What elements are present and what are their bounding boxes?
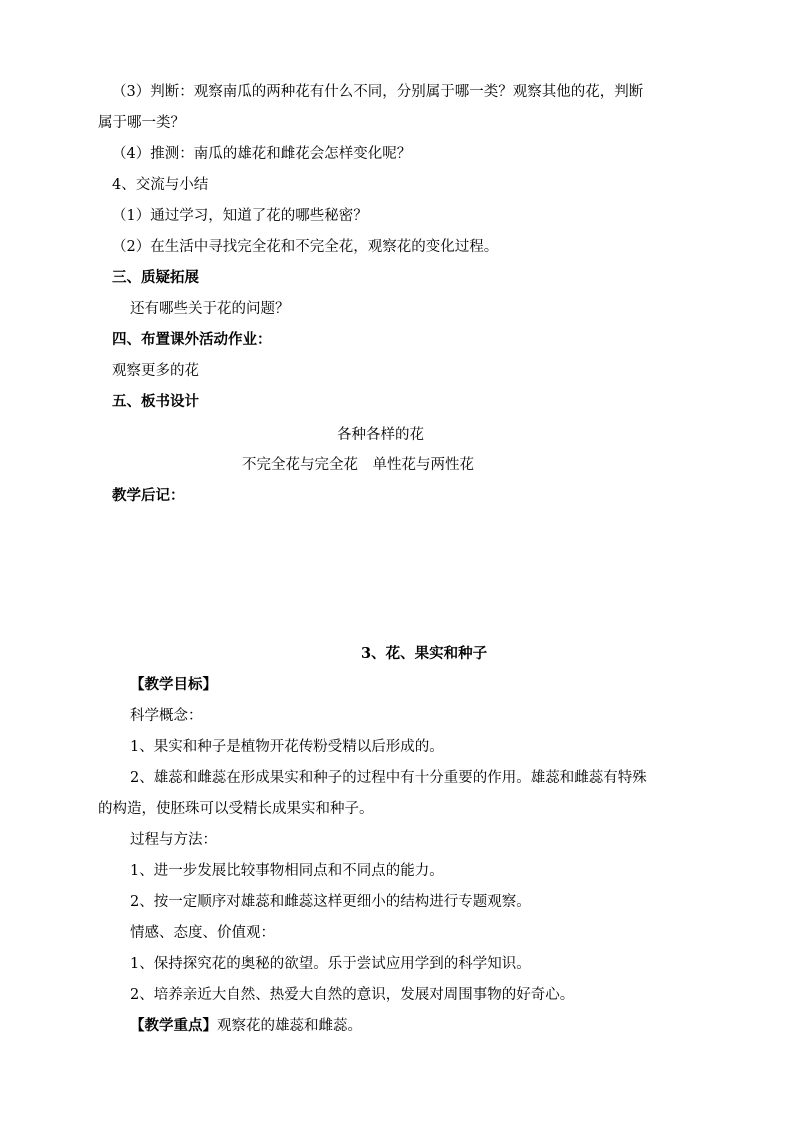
text-line-judge-2: 属于哪一类？ — [98, 115, 185, 131]
text-line-questions: 还有哪些关于花的问题？ — [130, 301, 290, 317]
process-heading: 过程与方法： — [130, 832, 217, 848]
attitude-heading: 情感、态度、价值观： — [130, 925, 275, 941]
section-heading-5: 五、板书设计 — [112, 393, 199, 410]
process-item-1: 1、进一步发展比较事物相同点和不同点的能力。 — [130, 863, 444, 879]
text-line-judge-1: （3）判断：观察南瓜的两种花有什么不同，分别属于哪一类？观察其他的花，判断 — [112, 84, 644, 100]
text-line-summary-2: （2）在生活中寻找完全花和不完全花，观察花的变化过程。 — [112, 239, 499, 255]
text-line-homework: 观察更多的花 — [112, 363, 199, 379]
concept-item-2-line-1: 2、雄蕊和雌蕊在形成果实和种子的过程中有十分重要的作用。雄蕊和雌蕊有特殊 — [130, 770, 647, 786]
attitude-item-1: 1、保持探究花的奥秘的欲望。乐于尝试应用学到的科学知识。 — [130, 956, 531, 972]
board-title: 各种各样的花 — [337, 427, 424, 443]
text-line-summary-1: （1）通过学习，知道了花的哪些秘密？ — [112, 208, 368, 224]
postscript-heading: 教学后记： — [112, 487, 185, 504]
board-subtitle: 不完全花与完全花 单性花与两性花 — [242, 457, 474, 473]
lesson-title: 3、花、果实和种子 — [361, 645, 488, 662]
concept-item-2-line-2: 的构造，使胚珠可以受精长成果实和种子。 — [98, 801, 374, 817]
key-point-line — [130, 1016, 362, 1036]
concept-heading: 科学概念： — [130, 708, 203, 724]
text-line-summary-heading: 4、交流与小结 — [112, 177, 209, 193]
section-heading-4: 四、布置课外活动作业： — [112, 331, 272, 348]
process-item-2: 2、按一定顺序对雄蕊和雌蕊这样更细小的结构进行专题观察。 — [130, 894, 531, 910]
attitude-item-2: 2、培养亲近大自然、热爱大自然的意识，发展对周围事物的好奇心。 — [130, 987, 575, 1003]
section-heading-3: 三、质疑拓展 — [112, 269, 199, 286]
key-point-label: 【教学重点】 — [130, 1017, 217, 1034]
text-line-infer: （4）推测：南瓜的雄花和雌花会怎样变化呢？ — [112, 146, 412, 162]
key-point-text: 观察花的雄蕊和雌蕊。 — [217, 1018, 362, 1034]
objectives-heading: 【教学目标】 — [130, 676, 217, 693]
concept-item-1: 1、果实和种子是植物开花传粉受精以后形成的。 — [130, 739, 444, 755]
